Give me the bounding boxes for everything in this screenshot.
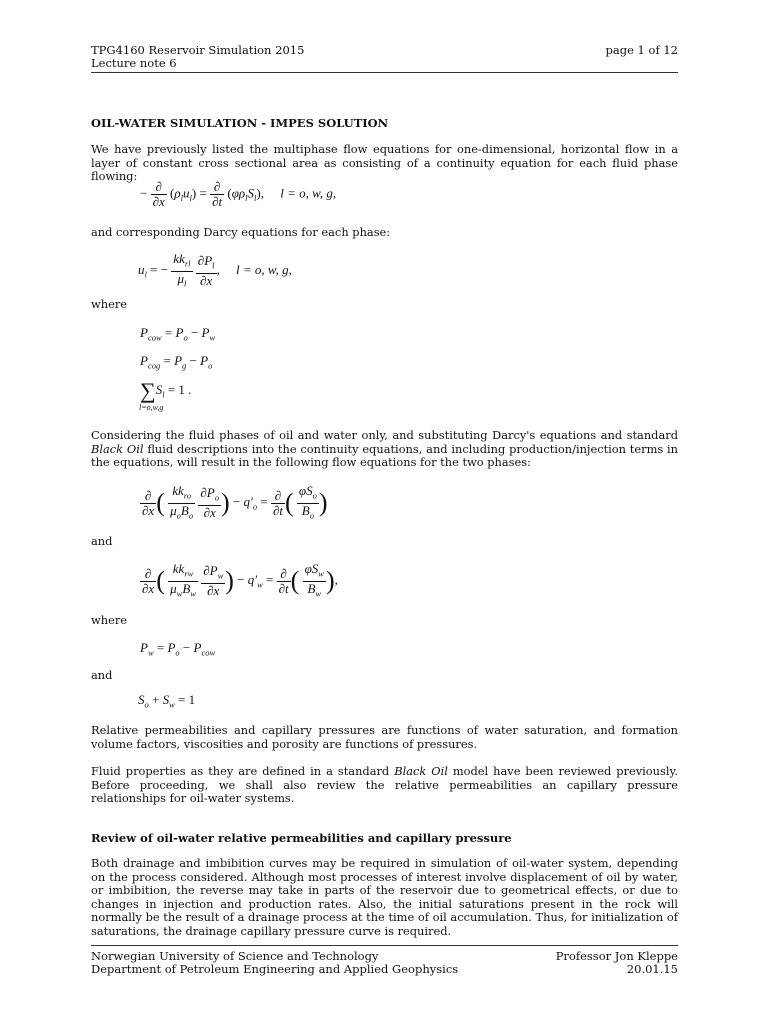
water-pressure-equation: $P_w = P_o - P_{cow}$: [140, 640, 216, 658]
paragraph-darcy-intro: and corresponding Darcy equations for each phase:: [91, 225, 391, 239]
paragraph-black-oil: [91, 429, 678, 470]
sum-subscript: l=o,w,g: [139, 403, 164, 412]
footer-author: Professor Jon Kleppe: [555, 949, 678, 963]
footer-university: Norwegian University of Science and Technology: [91, 949, 379, 963]
darcy-equation: $u_l$ = − $\frac{kk_{rl}}{\mu_l}$ $\frac{\partial P_l}{\partial x}$ , l = o, w, g,: [138, 251, 292, 289]
label-where-2: where: [91, 613, 128, 627]
p3-part-b: fluid descriptions into the continuity equations, and including production/injection terms in the equations, will result in the following flow equations for the two phases:: [91, 441, 678, 470]
paragraph-intro: We have previously listed the multiphase flow equations for one-dimensional, horizontal flow in a layer of constant cross sectional area as consisting of a continuity equation for each fluid phase flowing:: [91, 142, 678, 184]
section-subtitle: Review of oil-water relative permeabilities and capillary pressure: [91, 831, 512, 845]
p3-part-a: Considering the fluid phases of oil and water only, and substituting Darcy's equations and standard: [91, 428, 678, 442]
header-rule: [91, 72, 678, 73]
saturation-sum: $\sum S_l = 1$ .: [140, 378, 192, 403]
phase-list: l = o, w, g,: [280, 185, 337, 201]
paragraph-fluid-properties: [91, 765, 678, 806]
label-and-1: and: [91, 534, 113, 548]
continuity-equation: − $\frac{\partial}{\partial x}$ $(\rho_lu_l)$ = $\frac{\partial}{\partial t}$ $(\varphi\rho_lS_l)$, l = o, w, g,: [140, 179, 337, 209]
footer-rule: [91, 945, 678, 946]
footer-date: 20.01.15: [626, 962, 678, 976]
p3-black-oil-italic: Black Oil: [91, 441, 144, 456]
paragraph-functions: Relative permeabilities and capillary pressures are functions of water saturation, and formation volume factors, viscosities and porosity are functions of pressures.: [91, 723, 678, 751]
document-title: OIL-WATER SIMULATION - IMPES SOLUTION: [91, 116, 389, 130]
label-where-1: where: [91, 297, 128, 311]
label-and-2: and: [91, 668, 113, 682]
footer-department: Department of Petroleum Engineering and Applied Geophysics: [91, 962, 459, 976]
header-course: TPG4160 Reservoir Simulation 2015: [91, 43, 305, 57]
p5-part-b: model have been reviewed previously. Before proceeding, we shall also review the relative permeabilities an capillary pressure relationships for oil-water systems.: [91, 764, 679, 806]
sum-rhs: = 1 .: [167, 381, 192, 397]
p5-black-oil-italic: Black Oil: [394, 764, 448, 778]
phase-list-darcy: l = o, w, g,: [236, 262, 292, 278]
paragraph-drainage-imbibition: Both drainage and imbibition curves may be required in simulation of oil-water system, depending on the process considered. Although most processes of interest involve displacement of oil by water, or imbibition, the reverse may take in parts of the reservoir due to geometrical effects, or due to changes in injection and production rates. Also, the initial saturations present in the rock will normally be the result of a drainage process at the time of oil accumulation. Thus, for initialization of saturations, the drainage capillary pressure curve is required.: [91, 856, 678, 938]
p5-part-a: Fluid properties as they are defined in a standard: [91, 764, 395, 778]
capillary-pressure-cog: $P_{cog} = P_g - P_o$: [140, 353, 213, 371]
oil-flow-equation: $\frac{\partial}{\partial x}$ ( $\frac{kk_{ro}}{\mu_oB_o}$ $\frac{\partial P_o}{\partial x}$ ) − $q'_o$ = $\frac{\partial}{\partial t}$ ( $\frac{\varphi S_o}{B_o}$ ): [142, 483, 328, 521]
capillary-pressure-cow: $P_{cow} = P_o - P_w$: [140, 325, 216, 343]
header-page-number: page 1 of 12: [605, 43, 678, 57]
saturation-constraint: $S_o + S_w = 1$: [138, 692, 196, 710]
water-flow-equation: $\frac{\partial}{\partial x}$ ( $\frac{kk_{rw}}{\mu_wB_w}$ $\frac{\partial P_w}{\partial x}$ ) − $q'_w$ = $\frac{\partial}{\partial t}$ ( $\frac{\varphi S_w}{B_w}$ ),: [142, 561, 338, 599]
header-lecture-note: Lecture note 6: [91, 56, 177, 70]
